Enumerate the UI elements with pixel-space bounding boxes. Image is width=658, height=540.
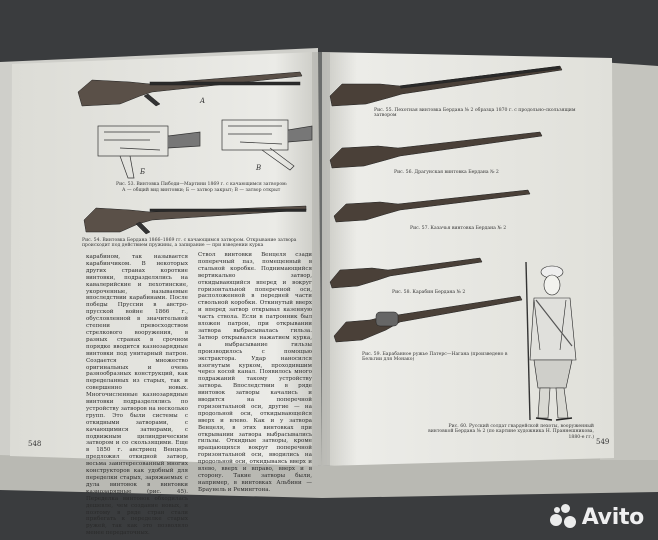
fig-label-v: В [256,164,262,172]
left-column-1: карабином, так называется карабинчиком. В некоторых других странах короткие винтовки, подразделялись на кавалерийские и пехотинские, укороченные, называемые впоследствии карабинами. После победы Пруссии в австро-прусской войне 1866 г., обусловленной в значительной степени превосходством стрелкового вооружения, в разных странах в срочном порядке вводится казнозарядные винтовки под унитарный патрон. Создается множество оригинальных и очень разнообразных конструкций, как переделанных из старых, так и совершенно новых. Многочисленные казнозарядные винтовки подразделялись по устройству затворов на несколько групп. Это были системы с откидными затворами, с качающимися затворами, с подвижным цилиндрическим затвором и со скользящими. Еще в 1850 г. австриец Венцель предложил откидной затвор, весьма заинтересованный многих конструкторов как удобный для переделки старых, заряжаемых с дула винтовок в винтовки казнозарядные (рис. 45). Переделка винтовок обходилась дешевле, чем создание новых, и поэтому в ряде стран стали прибегать к переделке старых ружей, так как это позволяло менее передаточных. [86,254,188,537]
fig-label-b: Б [140,168,146,176]
page-number-left: 548 [28,440,42,448]
caption-fig-58: Рис. 58. Карабин Бердана № 2 [392,290,466,295]
caption-fig-56: Рис. 56. Драгунская винтовка Бердана № 2 [394,170,499,175]
avito-logo-icon [550,504,576,530]
page-number-right: 549 [596,438,610,446]
caption-fig-54: Рис. 54. Винтовка Бердана 1866–1869 гг. с качающимся затвором. Открывание затвора происходит под действием пружины, а запирание — при взведении курка [82,238,297,249]
left-column-2: Ствол винтовки Венцеля сзади поперечный паз, помещенный в стальной коробке. Поднимающийся вертикально затвор, откидывающийся вперед и вокруг горизонтальной поперечной оси, расположенной в передней части ствольной коробки. Откинутый вверх и вперед затвор открывал казенную часть ствола. Если в патронник был вложен патрон, при открывании затвора выбрасывалась гильза. Затвор открывался нажатием курка, а выбрасывание гильзы производилось с помощью экстрактора. Удар наносился изогнутым курком, проходившим через косой канал. Появилось много подражаний такому устройству затвора. Впоследствии в ряде винтовок затворы качались и вводится на поперечной горизонтальной оси, другие — на продольной оси, откидывающейся вверх и влево. Как и у затвора Венцеля, в этих винтовках при открывании затвора выбрасывались гильзы. Откидные затворы, кроме вращающихся вокруг поперечной горизонтальной оси, вводились на продольной оси, откидываясь вверх и влево, вверх и вправо, вверх и в сторону. Такие затворы были, например, в винтовках Альбини — Браунель и Ремингтона. [198,252,312,493]
avito-watermark-text: Avito [581,504,644,530]
caption-fig-53: Рис. 53. Винтовка Пибоди—Мартини 1869 г. с качающимся затвором: [116,182,288,187]
avito-watermark [550,504,644,530]
caption-fig-59: Рис. 59. Барабанное ружье Патерс—Нагана (произведено в Бельгии для Монако) [362,352,508,363]
caption-fig-60: Рис. 60. Русский солдат гвардейской пехоты, вооруженный винтовкой Бердана № 2 (по картине художника Н. Праннешникова, 1880-е гг.) [428,424,594,440]
gutter-shadow [312,52,330,466]
caption-fig-53-sub: А — общий вид винтовки; Б — затвор закрыт; В — затвор открыт [122,188,281,193]
caption-fig-57: Рис. 57. Казачья винтовка Бердана № 2 [410,226,507,231]
fig-label-a: A [200,97,206,105]
caption-fig-55: Рис. 55. Пехотная винтовка Бердана № 2 образца 1870 г. с продольно-скользящим затвором [374,108,576,119]
